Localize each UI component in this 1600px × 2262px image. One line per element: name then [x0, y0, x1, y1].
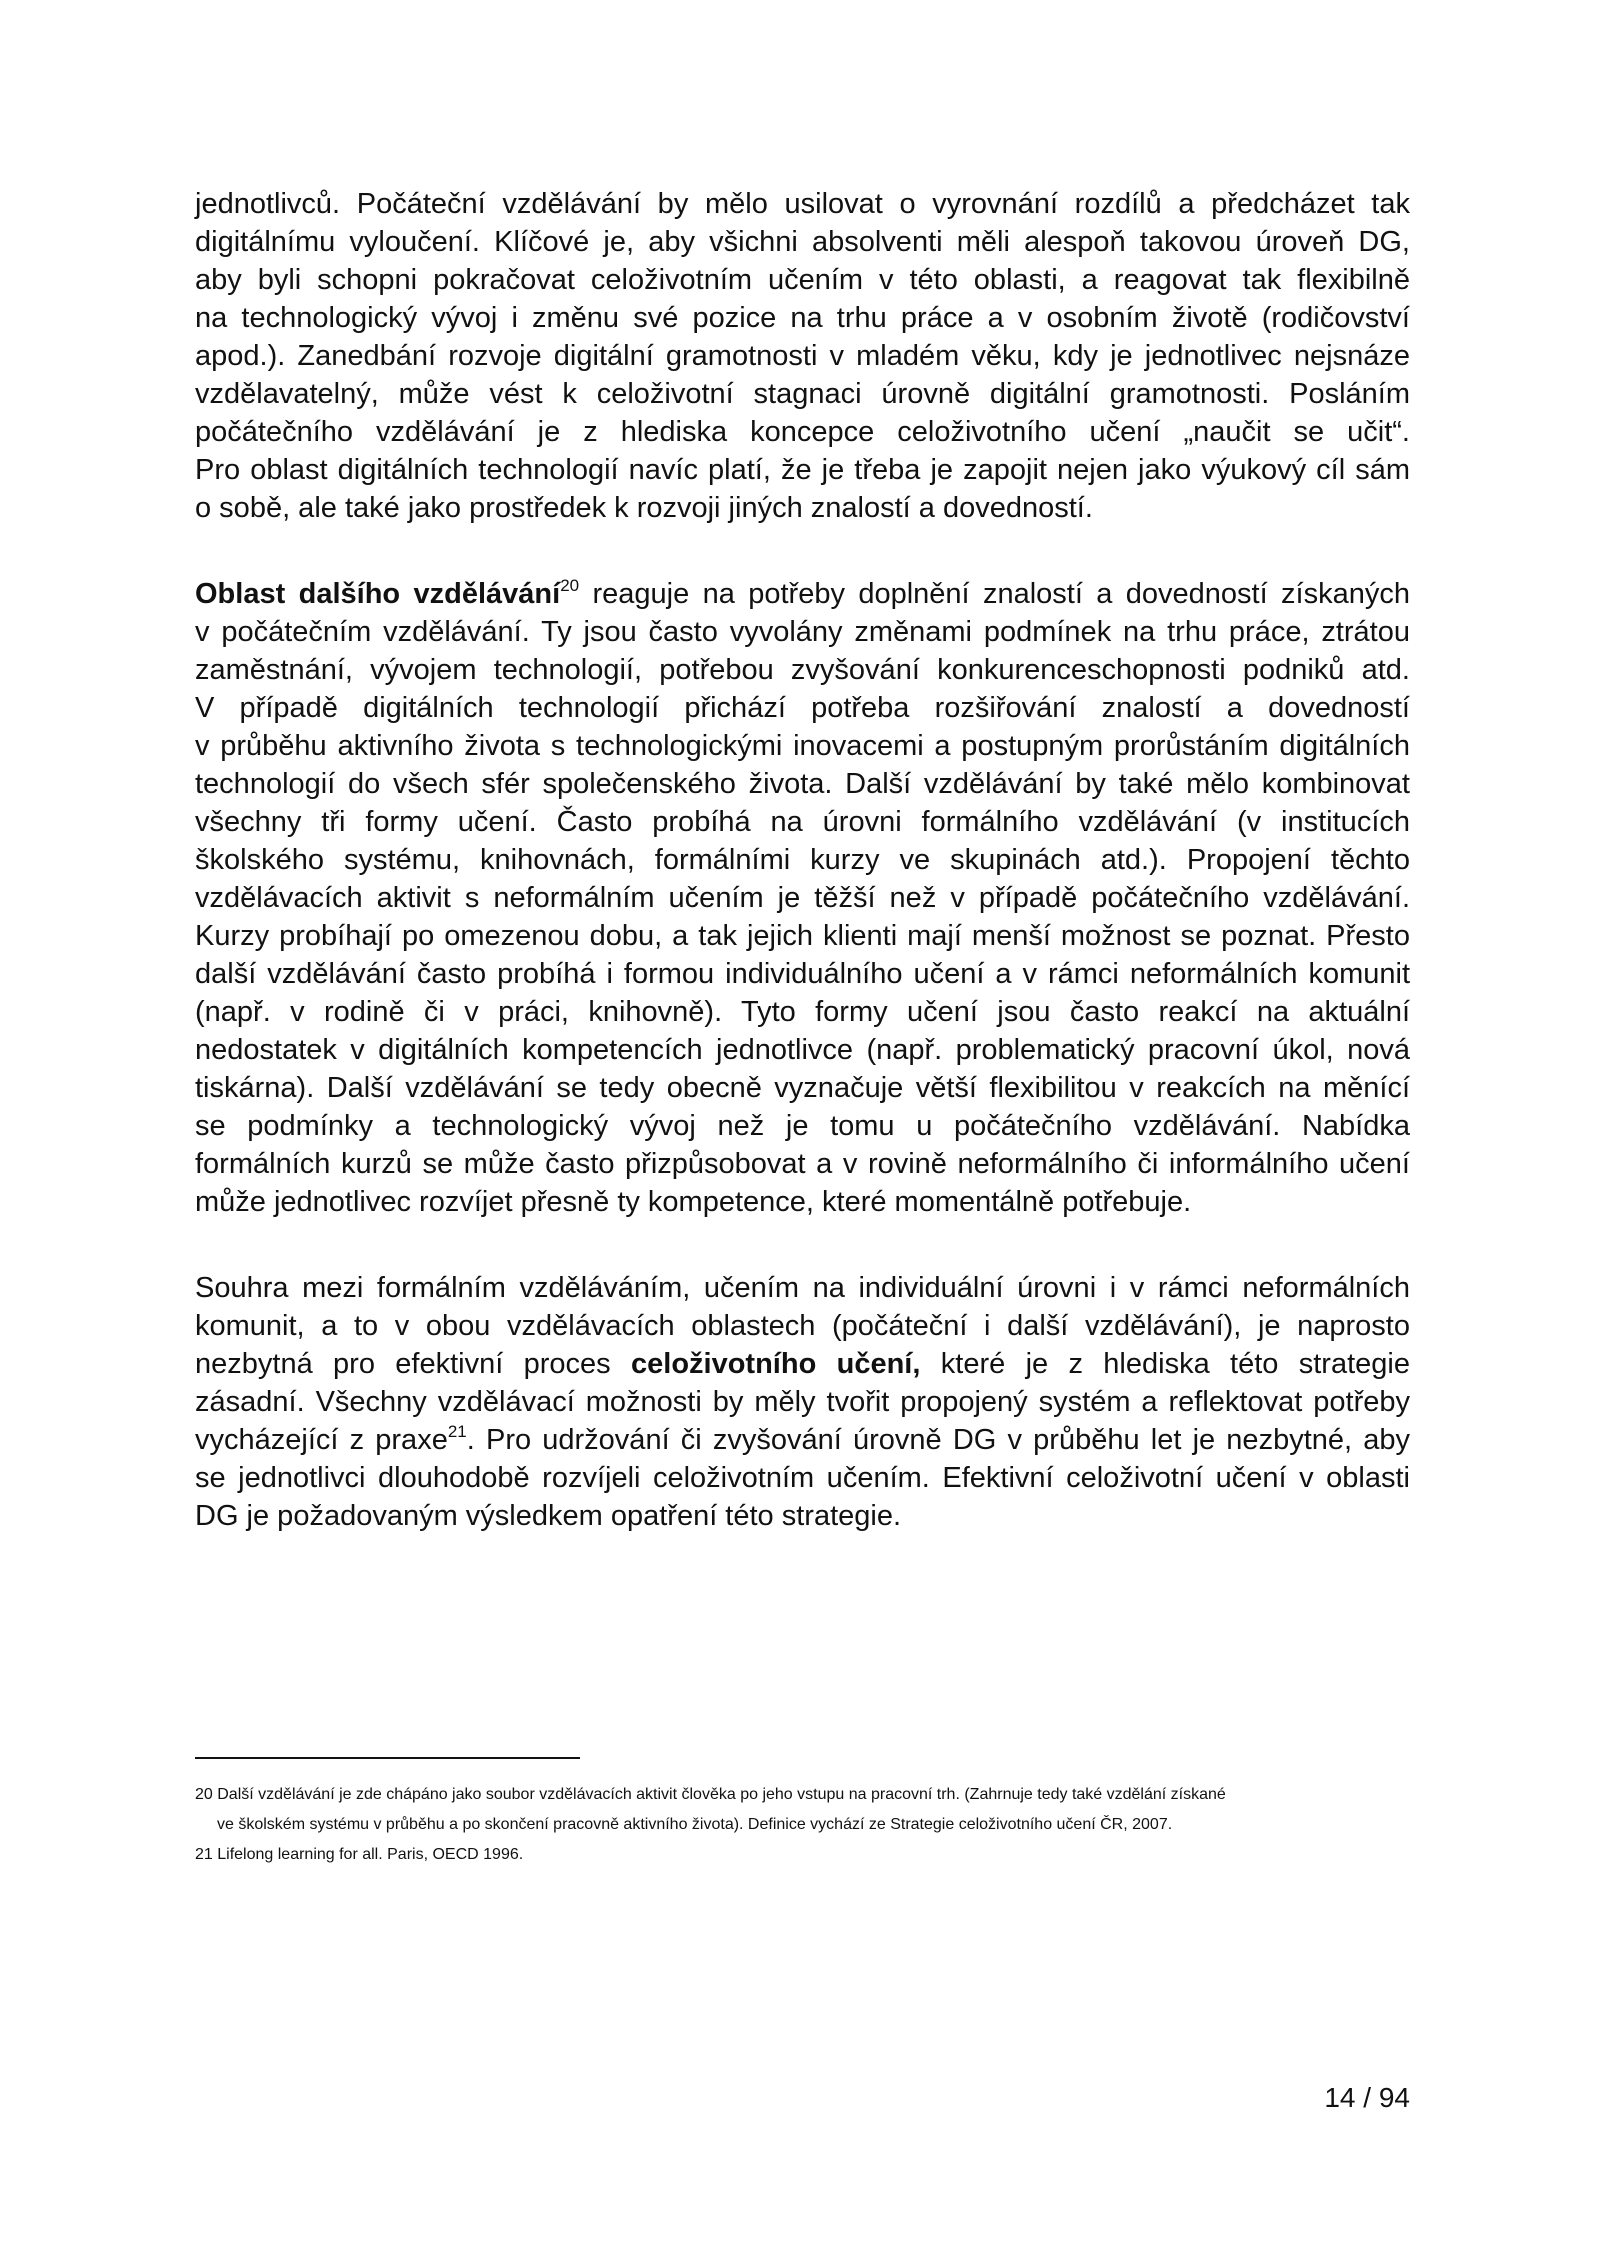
footnote-text: 20 Další vzdělávání je zde chápáno jako soubor vzdělávacích aktivit člověka po jeho vstupu na pracovní trh. (Zahrnuje tedy také vzdělání získané — [195, 1786, 1226, 1803]
text-line: zaměstnání, vývojem technologií, potřebou zvyšování konkurenceschopnosti podniků atd. — [195, 654, 1410, 686]
text-segment: vycházející z praxe — [195, 1424, 448, 1456]
text-line — [195, 1421, 1410, 1459]
footnote-separator — [195, 1757, 580, 1759]
text-line: vzdělávacích aktivit s neformálním učením je těžší než v případě počátečního vzdělávání. — [195, 882, 1410, 914]
bold-term-lifelong-learning: celoživotního učení, — [631, 1348, 921, 1380]
text-line: technologií do všech sfér společenského života. Další vzdělávání by také mělo kombinovat — [195, 768, 1410, 800]
text-line: všechny tři formy učení. Často probíhá na úrovni formálního vzdělávání (v institucích — [195, 806, 1410, 838]
text-line: V případě digitálních technologií přichází potřeba rozšiřování znalostí a dovedností — [195, 692, 1410, 724]
text-line — [195, 1345, 1410, 1383]
text-line: v počátečním vzdělávání. Ty jsou často vyvolány změnami podmínek na trhu práce, ztrátou — [195, 616, 1410, 648]
text-line: apod.). Zanedbání rozvoje digitální gramotnosti v mladém věku, kdy je jednotlivec nejsnáze — [195, 340, 1410, 372]
paragraph-lifelong-learning — [195, 1269, 1410, 1535]
footnotes — [195, 1780, 1410, 1870]
bold-term-further-education: Oblast dalšího vzdělávání — [195, 578, 561, 610]
text-line: v průběhu aktivního života s technologickými inovacemi a postupným prorůstáním digitálních — [195, 730, 1410, 762]
footnote-21 — [195, 1840, 1410, 1870]
text-line: tiskárna). Další vzdělávání se tedy obecně vyznačuje větší flexibilitou v reakcích na měnící — [195, 1072, 1410, 1104]
text-line: může jednotlivec rozvíjet přesně ty kompetence, které momentálně potřebuje. — [195, 1186, 1192, 1218]
text-segment: . Pro udržování či zvyšování úrovně DG v průběhu let je nezbytné, aby — [466, 1424, 1410, 1456]
text-line: na technologický vývoj i změnu své pozice na trhu práce a v osobním životě (rodičovství — [195, 302, 1410, 334]
text-line: se podmínky a technologický vývoj než je tomu u počátečního vzdělávání. Nabídka — [195, 1110, 1410, 1142]
text-line: Kurzy probíhají po omezenou dobu, a tak jejich klienti mají menší možnost se poznat. Přesto — [195, 920, 1410, 952]
text-segment: nezbytná pro efektivní proces — [195, 1348, 631, 1380]
text-line: DG je požadovaným výsledkem opatření této strategie. — [195, 1500, 902, 1532]
paragraph-further-education — [195, 575, 1410, 1221]
footnote-20 — [195, 1780, 1410, 1840]
text-line: počátečního vzdělávání je z hlediska koncepce celoživotního učení „naučit se učit“. — [195, 416, 1410, 448]
page-number: 14 / 94 — [1324, 2082, 1410, 2113]
text-line: Souhra mezi formálním vzděláváním, učením na individuální úrovni i v rámci neformálních — [195, 1272, 1410, 1304]
text-segment: které je z hlediska této strategie — [920, 1348, 1410, 1380]
footnote-text: ve školském systému v průběhu a po skončení pracovně aktivního života). Definice vychází ze Strategie celoživotního učení ČR, 2007. — [217, 1816, 1173, 1833]
text-line: aby byli schopni pokračovat celoživotním učením v této oblasti, a reagovat tak flexibilně — [195, 264, 1410, 296]
text-line: Pro oblast digitálních technologií navíc platí, že je třeba je zapojit nejen jako výukový cíl sám — [195, 454, 1410, 486]
footnote-ref-20: 20 — [560, 576, 580, 595]
text-line: (např. v rodině či v práci, knihovně). Tyto formy učení jsou často reakcí na aktuální — [195, 996, 1410, 1028]
text-line: další vzdělávání často probíhá i formou individuálního učení a v rámci neformálních komunit — [195, 958, 1410, 990]
text-line — [195, 575, 1410, 613]
text-line: nedostatek v digitálních kompetencích jednotlivce (např. problematický pracovní úkol, nová — [195, 1034, 1410, 1066]
text-line: vzdělavatelný, může vést k celoživotní stagnaci úrovně digitální gramotnosti. Posláním — [195, 378, 1410, 410]
text-line: o sobě, ale také jako prostředek k rozvoji jiných znalostí a dovedností. — [195, 492, 1093, 524]
footnote-text: 21 Lifelong learning for all. Paris, OECD 1996. — [195, 1846, 524, 1863]
text-segment: reaguje na potřeby doplnění znalostí a dovedností získaných — [579, 578, 1410, 610]
footnote-ref-21: 21 — [447, 1422, 467, 1441]
text-line: školského systému, knihovnách, formálními kurzy ve skupinách atd.). Propojení těchto — [195, 844, 1410, 876]
text-line: se jednotlivci dlouhodobě rozvíjeli celoživotním učením. Efektivní celoživotní učení v oblasti — [195, 1462, 1410, 1494]
text-line: formálních kurzů se může často přizpůsobovat a v rovině neformálního či informálního učení — [195, 1148, 1410, 1180]
text-line: digitálnímu vyloučení. Klíčové je, aby všichni absolventi měli alespoň takovou úroveň DG, — [195, 226, 1410, 258]
text-line: komunit, a to v obou vzdělávacích oblastech (počáteční i další vzdělávání), je naprosto — [195, 1310, 1410, 1342]
paragraph-initial-education — [195, 185, 1410, 527]
text-line: zásadní. Všechny vzdělávací možnosti by měly tvořit propojený systém a reflektovat potřeby — [195, 1386, 1410, 1418]
text-line: jednotlivců. Počáteční vzdělávání by mělo usilovat o vyrovnání rozdílů a předcházet tak — [195, 188, 1410, 220]
